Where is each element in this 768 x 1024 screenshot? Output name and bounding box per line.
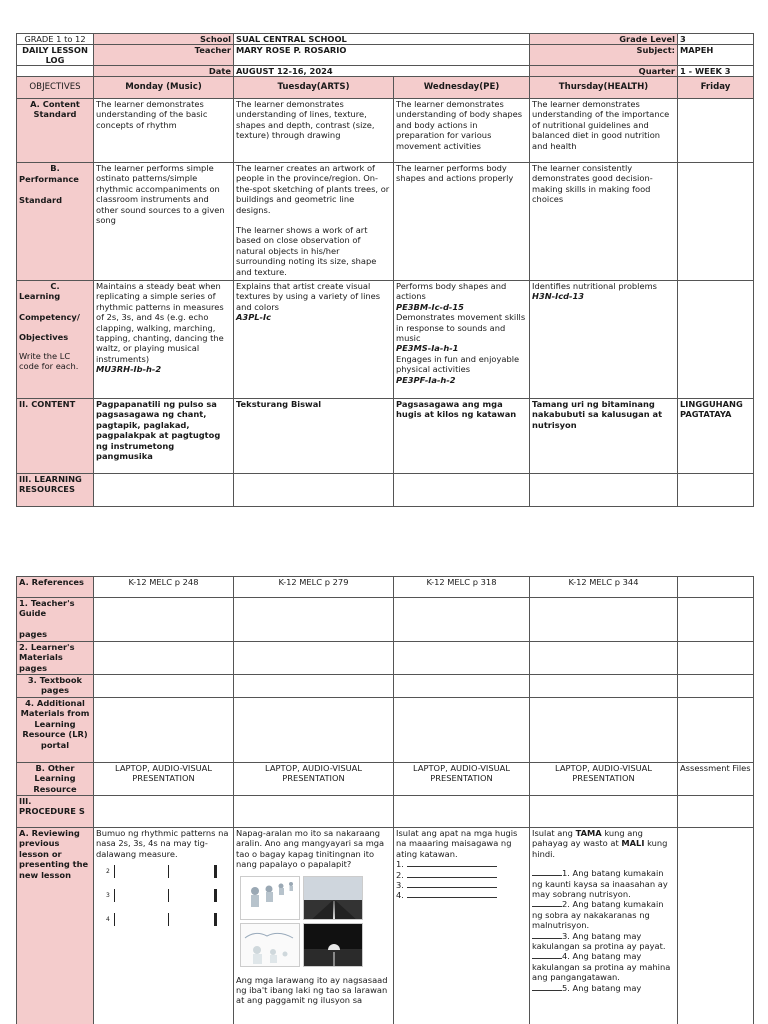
review-tuesday-question: Napag-aralan mo ito sa nakaraang aralin. Ano ang mangyayari sa mga tao o bagay kapag tinitingnan ito nang papalayo o papalapit? (236, 828, 385, 870)
references-monday: K-12 MELC p 248 (94, 577, 234, 598)
true-false-text: 3. Ang batang may kakulangan sa protina ay payat. (532, 930, 666, 952)
content-standard-monday: The learner demonstrates understanding of the basic concepts of rhythm (94, 99, 234, 163)
other-resource-thursday: LAPTOP, AUDIO-VISUAL PRESENTATION (530, 763, 678, 796)
school-label: School (94, 34, 234, 45)
column-header-tuesday: Tuesday(ARTS) (234, 77, 394, 99)
teachers-guide-row (17, 598, 754, 642)
other-resource-wednesday: LAPTOP, AUDIO-VISUAL PRESENTATION (394, 763, 530, 796)
competency-wednesday-code-3: PE3PF-Ia-h-2 (396, 374, 456, 385)
teachers-guide-thursday (530, 598, 678, 642)
quarter-label: Quarter (530, 66, 678, 77)
textbook-monday (94, 675, 234, 698)
grade-range: GRADE 1 to 12 (17, 34, 94, 45)
procedures-monday (94, 796, 234, 828)
content-standard-wednesday: The learner demonstrates understanding of body shapes and body actions in preparation for various movement activities (394, 99, 530, 163)
performance-standard-label-number: B. (50, 163, 60, 173)
rhythm-bar-line (168, 889, 169, 902)
answer-blank[interactable] (532, 983, 562, 991)
learners-materials-monday (94, 642, 234, 675)
shape-answer-line-3[interactable] (396, 880, 527, 890)
review-wednesday (394, 828, 530, 1024)
rhythm-label-3: 3 (106, 892, 110, 900)
review-row (17, 828, 754, 1024)
teachers-guide-monday (94, 598, 234, 642)
answer-blank[interactable] (532, 868, 562, 876)
performance-standard-row (17, 163, 754, 281)
competency-tuesday-text: Explains that artist create visual textures by using a variety of lines and colors (236, 281, 381, 312)
learning-resources-tuesday (234, 474, 394, 507)
learning-resources-friday (678, 474, 754, 507)
date-value: AUGUST 12-16, 2024 (234, 66, 530, 77)
shape-answer-number: 1. (396, 859, 404, 870)
procedures-row (17, 796, 754, 828)
review-tuesday-explanation: Ang mga larawang ito ay nagsasaad ng iba't ibang laki ng tao sa larawan at ang paggamit ng ilusyon sa (236, 974, 388, 1006)
textbook-wednesday (394, 675, 530, 698)
true-false-item-1 (532, 868, 675, 899)
answer-blank[interactable] (532, 899, 562, 907)
shape-answer-line-2[interactable] (396, 870, 527, 880)
rhythm-bar-line (114, 865, 115, 878)
textbook-row (17, 675, 754, 698)
competency-tuesday-code: A3PL-Ic (236, 312, 272, 323)
true-false-text: 1. Ang batang kumakain ng kaunti kaysa sa inaasahan ay may sobrang nutrisyon. (532, 868, 668, 900)
column-header-objectives: OBJECTIVES (17, 77, 94, 99)
rhythm-label-4: 4 (106, 916, 110, 924)
rhythm-bar-line (114, 889, 115, 902)
review-thursday (530, 828, 678, 1024)
competency-label-objectives: Objectives (19, 332, 69, 343)
content-wednesday: Pagsasagawa ang mga hugis at kilos ng katawan (394, 399, 530, 474)
competency-label-learning: Learning (19, 291, 61, 302)
performance-standard-label (17, 163, 94, 281)
answer-blank[interactable] (407, 880, 497, 888)
review-thursday-instruction (532, 828, 675, 859)
learners-materials-friday (678, 642, 754, 675)
performance-standard-wednesday: The learner performs body shapes and actions properly (394, 163, 530, 281)
true-false-item-3 (532, 931, 675, 952)
review-monday-text: Bumuo ng rhythmic patterns na nasa 2s, 3s, 4s na may tig-dalawang measure. (96, 828, 229, 859)
true-false-item-5 (532, 983, 675, 993)
subject-value: MAPEH (678, 45, 754, 66)
mali-keyword: MALI (621, 838, 645, 849)
rhythm-label-2: 2 (106, 868, 110, 876)
content-thursday: Tamang uri ng bitaminang nakabubuti sa kalusugan at nutrisyon (530, 399, 678, 474)
family-sketch-picture (240, 923, 300, 967)
performance-standard-thursday: The learner consistently demonstrates good decision-making skills in making food choices (530, 163, 678, 281)
references-row (17, 577, 754, 598)
daily-lesson-log-table-top (16, 33, 754, 507)
grade-level-label: Grade Level (530, 34, 678, 45)
rhythm-end-bar (214, 865, 217, 878)
teachers-guide-wednesday (394, 598, 530, 642)
other-resource-tuesday: LAPTOP, AUDIO-VISUAL PRESENTATION (234, 763, 394, 796)
procedures-thursday (530, 796, 678, 828)
shape-answer-number: 2. (396, 869, 404, 880)
content-label: II. CONTENT (17, 399, 94, 474)
references-wednesday: K-12 MELC p 318 (394, 577, 530, 598)
learning-resources-row (17, 474, 754, 507)
column-header-friday: Friday (678, 77, 754, 99)
performance-standard-label-word: Performance (19, 174, 79, 185)
column-header-wednesday: Wednesday(PE) (394, 77, 530, 99)
learning-resources-wednesday (394, 474, 530, 507)
references-label: A. References (17, 577, 94, 598)
school-value: SUAL CENTRAL SCHOOL (234, 34, 530, 45)
answer-blank[interactable] (407, 870, 497, 878)
performance-standard-monday: The learner performs simple ostinato patterns/simple rhythmic accompaniments on classroom instruments and other sound sources to a given song (94, 163, 234, 281)
content-tuesday: Teksturang Biswal (234, 399, 394, 474)
rhythm-pattern-figure (100, 863, 226, 933)
column-header-thursday: Thursday(HEALTH) (530, 77, 678, 99)
review-wednesday-instruction: Isulat ang apat na mga hugis na maaaring maisagawa ng ating katawan. (396, 828, 518, 859)
learning-resources-label: III. LEARNING RESOURCES (17, 474, 94, 507)
other-resource-friday: Assessment Files (678, 763, 754, 796)
learners-materials-tuesday (234, 642, 394, 675)
additional-materials-label: 4. Additional Materials from Learning Resource (LR) portal (17, 698, 94, 763)
content-standard-friday (678, 99, 754, 163)
review-tuesday (234, 828, 394, 1024)
grade-level-value: 3 (678, 34, 754, 45)
competency-label-competency: Competency/ (19, 311, 80, 322)
additional-materials-thursday (530, 698, 678, 763)
true-false-item-2 (532, 899, 675, 930)
performance-standard-tuesday-extra: The learner shows a work of art based on close observation of natural objects in his/her surrounding noting its size, shape and texture. (236, 225, 377, 277)
teachers-guide-label (17, 598, 94, 642)
instruction-text: kung hindi. (532, 838, 668, 859)
header-blank (17, 66, 94, 77)
tama-keyword: TAMA (575, 828, 602, 838)
competency-label (17, 281, 94, 399)
road-perspective-picture (303, 876, 363, 920)
competency-label-letter: C. (50, 281, 60, 291)
references-tuesday: K-12 MELC p 279 (234, 577, 394, 598)
instruction-text: kung ang pahayag ay wasto at (532, 828, 643, 849)
content-standard-row (17, 99, 754, 163)
competency-friday (678, 281, 754, 399)
procedures-wednesday (394, 796, 530, 828)
review-label: A. Reviewing previous lesson or presenting the new lesson (17, 828, 94, 1024)
competency-thursday-code: H3N-Icd-13 (532, 291, 585, 302)
content-standard-tuesday: The learner demonstrates understanding of lines, texture, shapes and depth, contrast (size, texture) through drawing (234, 99, 394, 163)
competency-wednesday-code-2: PE3MS-Ia-h-1 (396, 343, 459, 354)
perspective-pictures (240, 876, 391, 967)
shape-answer-number: 3. (396, 880, 404, 891)
additional-materials-wednesday (394, 698, 530, 763)
procedures-label: III. PROCEDURE S (17, 796, 94, 828)
textbook-label: 3. Textbook pages (17, 675, 94, 698)
competency-monday-code: MU3RH-Ib-h-2 (96, 364, 162, 375)
subject-label: Subject: (530, 45, 678, 66)
learning-resources-thursday (530, 474, 678, 507)
competency-tuesday (234, 281, 394, 399)
rhythm-end-bar (214, 913, 217, 926)
true-false-item-4 (532, 951, 675, 982)
document-title: DAILY LESSON LOG (17, 45, 94, 66)
learners-materials-row (17, 642, 754, 675)
answer-blank[interactable] (407, 859, 497, 867)
teachers-guide-friday (678, 598, 754, 642)
competency-thursday-text: Identifies nutritional problems (532, 281, 657, 291)
other-resource-monday: LAPTOP, AUDIO-VISUAL PRESENTATION (94, 763, 234, 796)
content-monday: Pagpapanatili ng pulso sa pagsasagawa ng chant, pagtapik, paglakad, pagpalakpak at pagtugtog ng instrumetong pangmusika (94, 399, 234, 474)
additional-materials-monday (94, 698, 234, 763)
content-standard-label: A. Content Standard (17, 99, 94, 163)
review-monday (94, 828, 234, 1024)
competency-lc-note: Write the LC code for each. (19, 350, 79, 372)
teacher-label: Teacher (94, 45, 234, 66)
textbook-thursday (530, 675, 678, 698)
sunset-picture (303, 923, 363, 967)
other-resource-row (17, 763, 754, 796)
teacher-value: MARY ROSE P. ROSARIO (234, 45, 530, 66)
content-standard-thursday: The learner demonstrates understanding of the importance of nutritional guidelines and balanced diet in good nutrition and health (530, 99, 678, 163)
teachers-guide-label-pages: pages (19, 628, 48, 639)
instruction-text: Isulat ang (532, 828, 573, 838)
textbook-friday (678, 675, 754, 698)
answer-blank[interactable] (532, 931, 562, 939)
competency-thursday (530, 281, 678, 399)
quarter-value: 1 - WEEK 3 (678, 66, 754, 77)
column-header-monday: Monday (Music) (94, 77, 234, 99)
competency-row (17, 281, 754, 399)
competency-monday (94, 281, 234, 399)
competency-monday-text: Maintains a steady beat when replicating a simple series of rhythmic patterns in measures of 2s, 3s, and 4s (e.g. echo clapping, walking, marching, tapping, chanting, dancing the waltz, or playing musical instruments) (96, 281, 224, 364)
textbook-tuesday (234, 675, 394, 698)
review-friday (678, 828, 754, 1024)
references-thursday: K-12 MELC p 344 (530, 577, 678, 598)
learners-materials-wednesday (394, 642, 530, 675)
rhythm-bar-line (168, 913, 169, 926)
performance-standard-friday (678, 163, 754, 281)
competency-wednesday-text-2: Demonstrates movement skills in response to sounds and music (396, 312, 526, 344)
date-label: Date (94, 66, 234, 77)
learners-materials-thursday (530, 642, 678, 675)
shape-answer-line-1[interactable] (396, 859, 527, 869)
learners-materials-label: 2. Learner's Materials pages (17, 642, 94, 675)
rhythm-bar-line (168, 865, 169, 878)
additional-materials-tuesday (234, 698, 394, 763)
competency-wednesday-text-3: Engages in fun and enjoyable physical activities (396, 353, 520, 375)
procedures-tuesday (234, 796, 394, 828)
answer-blank[interactable] (532, 951, 562, 959)
performance-standard-tuesday-text: The learner creates an artwork of people in the province/region. On-the-spot sketching of plants trees, or buildings and geometric line designs. (236, 163, 390, 215)
other-resource-label: B. Other Learning Resource (17, 763, 94, 796)
rhythm-end-bar (214, 889, 217, 902)
teachers-guide-tuesday (234, 598, 394, 642)
procedures-friday (678, 796, 754, 828)
learning-resources-monday (94, 474, 234, 507)
true-false-text: 4. Ang batang may kakulangan sa protina ay mahina ang pangangatawan. (532, 951, 671, 983)
true-false-text: 2. Ang batang kumakain ng sobra ay nakakaranas ng malnutrisyon. (532, 899, 664, 931)
true-false-text: 5. Ang batang may (562, 982, 642, 993)
people-sketch-picture (240, 876, 300, 920)
shape-answer-number: 4. (396, 890, 404, 901)
competency-wednesday-code-1: PE3BM-Ic-d-15 (396, 301, 464, 312)
content-row (17, 399, 754, 474)
rhythm-bar-line (114, 913, 115, 926)
references-friday (678, 577, 754, 598)
performance-standard-label-standard: Standard (19, 194, 63, 205)
answer-blank[interactable] (407, 890, 497, 898)
daily-lesson-log-table-bottom (16, 576, 754, 1024)
competency-wednesday-text-1: Performs body shapes and actions (396, 281, 507, 302)
competency-wednesday (394, 281, 530, 399)
teachers-guide-label-text: 1. Teacher's Guide (19, 598, 75, 619)
additional-materials-friday (678, 698, 754, 763)
performance-standard-tuesday (234, 163, 394, 281)
content-friday: LINGGUHANG PAGTATAYA (678, 399, 754, 474)
shape-answer-line-4[interactable] (396, 890, 527, 900)
additional-materials-row (17, 698, 754, 763)
